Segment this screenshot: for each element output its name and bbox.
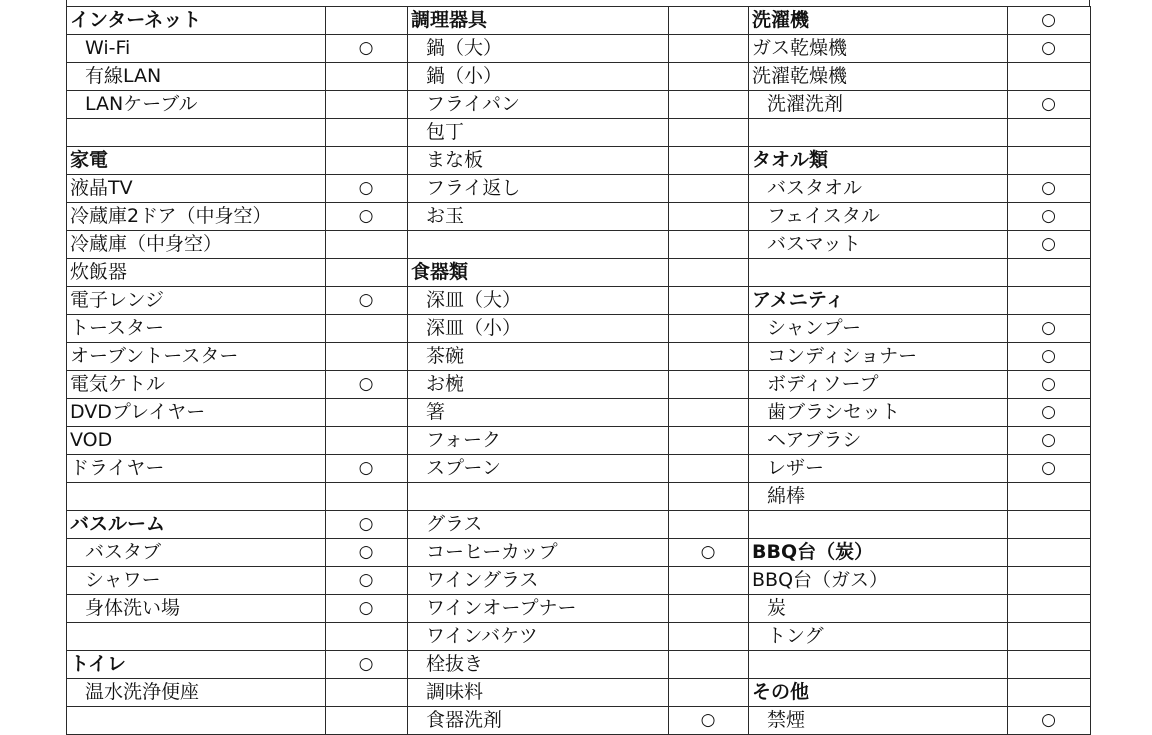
item-label-col2[interactable]: フォーク [408,427,669,455]
category-header-col3[interactable]: アメニティ [749,287,1008,315]
availability-mark-col1[interactable]: ○ [326,511,408,539]
table-row [67,427,1091,455]
availability-mark-col3[interactable]: ○ [1008,91,1091,119]
availability-mark-col3[interactable] [1008,511,1091,539]
availability-mark-col2[interactable] [669,371,749,399]
item-label-col1[interactable] [67,483,326,511]
item-label-col2[interactable]: 箸 [408,399,669,427]
table-row [67,371,1091,399]
item-label-col3[interactable]: 炭 [749,595,1008,623]
availability-mark-col2[interactable]: ○ [669,707,749,735]
item-label-col1[interactable] [67,623,326,651]
availability-mark-col2[interactable] [669,595,749,623]
item-label-col3[interactable]: BBQ台（ガス） [749,567,1008,595]
availability-mark-col1[interactable]: ○ [326,651,408,679]
availability-mark-col3[interactable] [1008,259,1091,287]
availability-mark-col1[interactable]: ○ [326,287,408,315]
availability-mark-col1[interactable]: ○ [326,175,408,203]
availability-mark-col1[interactable]: ○ [326,371,408,399]
availability-mark-col1[interactable]: ○ [326,539,408,567]
item-label-col3[interactable]: 洗濯洗剤 [749,91,1008,119]
table-row [67,567,1091,595]
table-row [67,203,1091,231]
availability-mark-col1[interactable] [326,707,408,735]
availability-mark-col1[interactable] [326,315,408,343]
availability-mark-col1[interactable] [326,147,408,175]
item-label-col3[interactable]: 禁煙 [749,707,1008,735]
item-label-col2[interactable]: グラス [408,511,669,539]
availability-mark-col2[interactable] [669,63,749,91]
category-header-col1[interactable]: インターネット [67,7,326,35]
table-row [67,511,1091,539]
item-label-col1[interactable]: LANケーブル [67,91,326,119]
item-label-col1[interactable]: ドライヤー [67,455,326,483]
item-label-col1[interactable]: 冷蔵庫（中身空） [67,231,326,259]
item-label-col1[interactable]: 電気ケトル [67,371,326,399]
table-row [67,35,1091,63]
item-label-col2[interactable]: 包丁 [408,119,669,147]
availability-mark-col2[interactable]: ○ [669,539,749,567]
table-row [67,595,1091,623]
item-label-col2[interactable]: まな板 [408,147,669,175]
item-label-col3[interactable]: 歯ブラシセット [749,399,1008,427]
table-row [67,315,1091,343]
availability-mark-col3[interactable]: ○ [1008,343,1091,371]
availability-mark-col2[interactable] [669,623,749,651]
availability-mark-col1[interactable]: ○ [326,567,408,595]
table-row [67,455,1091,483]
item-label-col1[interactable]: 温水洗浄便座 [67,679,326,707]
item-label-col2[interactable]: ワイングラス [408,567,669,595]
availability-mark-col1[interactable] [326,259,408,287]
item-label-col1[interactable]: 電子レンジ [67,287,326,315]
item-label-col1[interactable]: Wi-Fi [67,35,326,63]
table-row [67,91,1091,119]
category-header-col3[interactable]: タオル類 [749,147,1008,175]
item-label-col3[interactable]: レザー [749,455,1008,483]
availability-mark-col1[interactable] [326,623,408,651]
table-row [67,287,1091,315]
item-label-col1[interactable] [67,707,326,735]
item-label-col3[interactable]: 洗濯乾燥機 [749,63,1008,91]
availability-mark-col3[interactable] [1008,119,1091,147]
amenity-checklist-table [66,6,1091,735]
table-row [67,539,1091,567]
availability-mark-col3[interactable]: ○ [1008,7,1091,35]
item-label-col2[interactable]: 食器洗剤 [408,707,669,735]
item-label-col1[interactable]: バスタブ [67,539,326,567]
availability-mark-col3[interactable] [1008,539,1091,567]
availability-mark-col3[interactable] [1008,147,1091,175]
availability-mark-col1[interactable] [326,7,408,35]
item-label-col2[interactable]: スプーン [408,455,669,483]
table-row [67,63,1091,91]
category-header-col2[interactable]: 食器類 [408,259,669,287]
category-header-col3[interactable]: 洗濯機 [749,7,1008,35]
availability-mark-col2[interactable] [669,315,749,343]
item-label-col3[interactable]: シャンプー [749,315,1008,343]
category-header-col1[interactable]: バスルーム [67,511,326,539]
availability-mark-col2[interactable] [669,35,749,63]
availability-mark-col1[interactable]: ○ [326,455,408,483]
availability-mark-col2[interactable] [669,259,749,287]
availability-mark-col1[interactable]: ○ [326,35,408,63]
item-label-col1[interactable]: シャワー [67,567,326,595]
item-label-col2[interactable]: 栓抜き [408,651,669,679]
availability-mark-col3[interactable]: ○ [1008,315,1091,343]
availability-mark-col3[interactable]: ○ [1008,455,1091,483]
item-label-col2[interactable]: 鍋（小） [408,63,669,91]
item-label-col1[interactable]: VOD [67,427,326,455]
item-label-col2[interactable]: 鍋（大） [408,35,669,63]
item-label-col2[interactable]: ワインオープナー [408,595,669,623]
availability-mark-col2[interactable] [669,7,749,35]
category-header-col2[interactable]: 調理器具 [408,7,669,35]
item-label-col3[interactable]: コンディショナー [749,343,1008,371]
availability-mark-col1[interactable] [326,119,408,147]
item-label-col1[interactable] [67,119,326,147]
availability-mark-col3[interactable] [1008,595,1091,623]
table-row [67,651,1091,679]
table-row [67,147,1091,175]
table-row [67,399,1091,427]
availability-mark-col1[interactable] [326,231,408,259]
category-header-col1[interactable]: トイレ [67,651,326,679]
category-header-col3[interactable]: その他 [749,679,1008,707]
availability-mark-col3[interactable] [1008,679,1091,707]
availability-mark-col3[interactable] [1008,287,1091,315]
item-label-col2[interactable] [408,231,669,259]
category-header-col1[interactable]: 家電 [67,147,326,175]
table-row [67,175,1091,203]
availability-mark-col2[interactable] [669,91,749,119]
availability-mark-col1[interactable] [326,679,408,707]
availability-mark-col2[interactable] [669,231,749,259]
availability-mark-col2[interactable] [669,679,749,707]
item-label-col3[interactable] [749,119,1008,147]
item-label-col3[interactable]: 綿棒 [749,483,1008,511]
item-label-col2[interactable] [408,483,669,511]
availability-mark-col2[interactable] [669,203,749,231]
availability-mark-col3[interactable] [1008,623,1091,651]
item-label-col1[interactable]: DVDプレイヤー [67,399,326,427]
table-body [67,7,1091,735]
availability-mark-col1[interactable]: ○ [326,203,408,231]
item-label-col2[interactable]: フライパン [408,91,669,119]
table-row [67,231,1091,259]
item-label-col3[interactable]: バスタオル [749,175,1008,203]
availability-mark-col2[interactable] [669,399,749,427]
availability-mark-col1[interactable] [326,91,408,119]
item-label-col3[interactable] [749,651,1008,679]
item-label-col1[interactable]: 有線LAN [67,63,326,91]
availability-mark-col2[interactable] [669,483,749,511]
availability-mark-col1[interactable] [326,63,408,91]
availability-mark-col3[interactable] [1008,567,1091,595]
item-label-col2[interactable]: お椀 [408,371,669,399]
availability-mark-col2[interactable] [669,147,749,175]
availability-mark-col3[interactable]: ○ [1008,371,1091,399]
item-label-col3[interactable]: ヘアブラシ [749,427,1008,455]
item-label-col2[interactable]: お玉 [408,203,669,231]
item-label-col2[interactable]: コーヒーカップ [408,539,669,567]
table-row [67,7,1091,35]
item-label-col3[interactable] [749,511,1008,539]
availability-mark-col3[interactable] [1008,651,1091,679]
availability-mark-col2[interactable] [669,175,749,203]
item-label-col3[interactable]: ボディソープ [749,371,1008,399]
category-header-col3[interactable]: BBQ台（炭） [749,539,1008,567]
availability-mark-col1[interactable] [326,483,408,511]
item-label-col2[interactable]: 深皿（大） [408,287,669,315]
table-row [67,343,1091,371]
availability-mark-col2[interactable] [669,119,749,147]
item-label-col2[interactable]: 深皿（小） [408,315,669,343]
availability-mark-col3[interactable]: ○ [1008,203,1091,231]
availability-mark-col3[interactable]: ○ [1008,707,1091,735]
item-label-col3[interactable]: フェイスタル [749,203,1008,231]
availability-mark-col2[interactable] [669,567,749,595]
availability-mark-col2[interactable] [669,455,749,483]
availability-mark-col3[interactable]: ○ [1008,399,1091,427]
item-label-col3[interactable]: ガス乾燥機 [749,35,1008,63]
item-label-col1[interactable]: 冷蔵庫2ドア（中身空） [67,203,326,231]
availability-mark-col3[interactable]: ○ [1008,35,1091,63]
availability-mark-col2[interactable] [669,427,749,455]
item-label-col2[interactable]: 茶碗 [408,343,669,371]
item-label-col1[interactable]: 炊飯器 [67,259,326,287]
item-label-col1[interactable]: 身体洗い場 [67,595,326,623]
item-label-col1[interactable]: 液晶TV [67,175,326,203]
availability-mark-col3[interactable]: ○ [1008,231,1091,259]
item-label-col3[interactable]: バスマット [749,231,1008,259]
table-row [67,119,1091,147]
availability-mark-col1[interactable] [326,399,408,427]
table-row [67,483,1091,511]
availability-mark-col2[interactable] [669,511,749,539]
item-label-col3[interactable] [749,259,1008,287]
item-label-col1[interactable]: オーブントースター [67,343,326,371]
table-row [67,623,1091,651]
availability-mark-col2[interactable] [669,287,749,315]
availability-mark-col2[interactable] [669,343,749,371]
availability-mark-col3[interactable]: ○ [1008,175,1091,203]
availability-mark-col3[interactable] [1008,63,1091,91]
availability-mark-col2[interactable] [669,651,749,679]
availability-mark-col1[interactable] [326,427,408,455]
table-row [67,259,1091,287]
item-label-col1[interactable]: トースター [67,315,326,343]
availability-mark-col1[interactable]: ○ [326,595,408,623]
availability-mark-col1[interactable] [326,343,408,371]
table-row [67,679,1091,707]
item-label-col2[interactable]: ワインバケツ [408,623,669,651]
availability-mark-col3[interactable]: ○ [1008,427,1091,455]
table-row [67,707,1091,735]
item-label-col2[interactable]: フライ返し [408,175,669,203]
item-label-col3[interactable]: トング [749,623,1008,651]
availability-mark-col3[interactable] [1008,483,1091,511]
item-label-col2[interactable]: 調味料 [408,679,669,707]
